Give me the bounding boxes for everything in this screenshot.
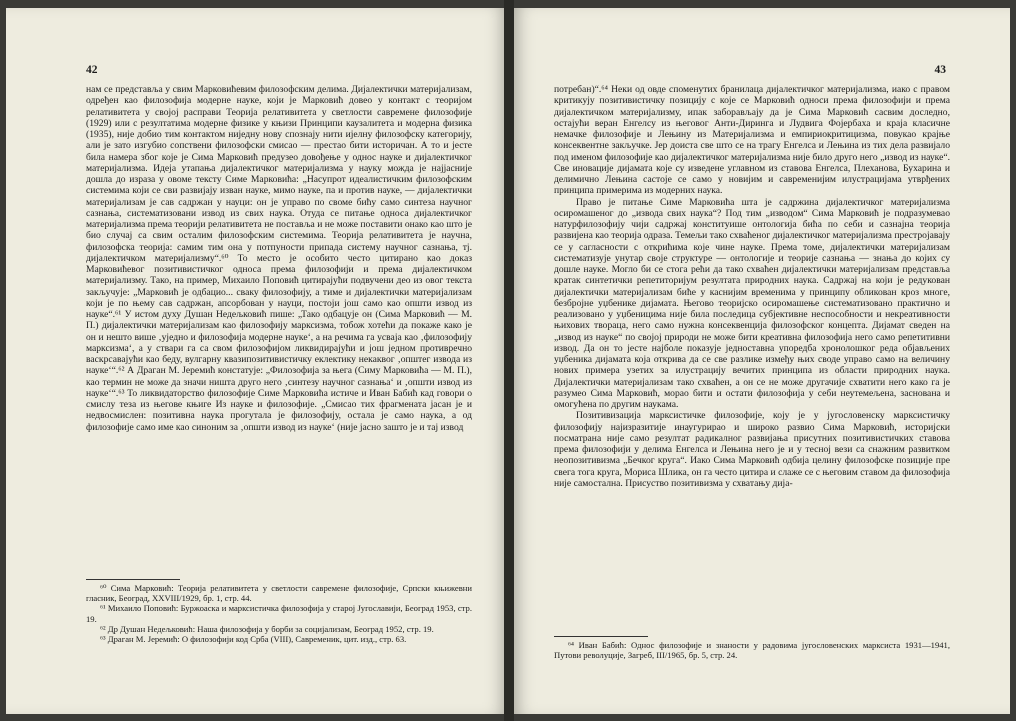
footnote: ⁶⁴ Иван Бабић: Однос филозофије и знаности у радовима југословенских марксиста 1931—1941, Путови револуције, Загреб, III/1965, бр. 5, стр. 24. (554, 640, 950, 661)
body-text (554, 84, 950, 489)
paragraph: потребан)“.⁶⁴ Неки од овде споменутих бранилаца дијалектичког материјализма, иако с правом критикују позитивистичку позицију с које се Марковић односи према филозофији и према дијалектичком материјализму, ипак заборављају да је Сима Марковић сасвим доследно, остајући веран Енгелсу из његовог Анти-Диринга и Лудвига Фојербаха и краја класичне немачке филозофије и Лењину из Материјализма и емпириокритицизма, повукао крајње консеквентне закључке. Јер доиста све што се на трагу Енгелса и Лењина из тих дела развијало под именом филозофије као дијалектичког материјализма није било друго него „извод из науке“. Све иновације дијамата које су изведене углавном из ставова Енгелса, Плеханова, Бухарина и делимично Лењина састоје се само у новијим и савременијим илустрацијама утврђених принципа примерима из модерних наука. (554, 84, 950, 197)
footnote: ⁶⁰ Сима Марковић: Теорија релативитета у светлости савремене филозофије, Српски књижевни гласник, Београд, XXVIII/1929, бр. 1, стр. 44. (86, 583, 472, 604)
book-gutter (504, 0, 514, 721)
right-page (512, 8, 1010, 714)
footnotes (86, 583, 472, 644)
paragraph: Право је питање Симе Марковића шта је садржина дијалектичког материјализма осиромашеног до „извода свих наука“? Под тим „изводом“ Сима Марковић је подразумевао натурфилозофију чији садржај конституише онтологија бића по себи и сазнајна теорија развијена као теорија одраза. Темељи тако схваћеног дијалектичког материјализма престројавају се у сагласности с открићима које чине науке. Према томе, дијалектички материјализам систематизује унутар своје структуре — онтологије и теорије сазнања — знања до којих су дошле науке. Могло би се стога рећи да тако схваћен дијалектички материјализам представља кратак синтетички репетиторијум резултата природних наука. Садржај на који је редукован дијалектички материјализам биће у каснијим временима у принципу обликован кроз многе, безбројне уџбенике дијамата. Његово теоријско осиромашење систематизовано практично и реализовано у уџбеницима није била последица субјективне неспособности и некреативности њихових твораца, него само нужна консеквенција филозофског концепта. Дијамат сведен на „извод из науке“ по својој природи не може бити креативна филозофија него само репетитивни извод. Да он то јесте најболе показује једноставна упоредба хронолошког реда објављених уџбеника дијамата која открива да се све разлике између њих своде управо само на величину нових примера узетих за илустрацију вечитих принципа из области природних наука. Дијалектички материјализам тако схваћен, а он се не може другачије схватити него како га је разумео Сима Марковић, морао бити и остати филозофија у себи неутемељена, заснована и омогућена по другим наукама. (554, 196, 950, 410)
footnotes (554, 640, 950, 660)
page-number: 43 (934, 64, 946, 76)
footnote-rule (86, 579, 180, 580)
footnote-rule (554, 636, 648, 637)
body-text (86, 84, 472, 433)
footnote: ⁶² Др Душан Недељковић: Наша филозофија у борби за социјализам, Београд 1952, стр. 19. (100, 623, 434, 634)
footnote: ⁶¹ Михаило Поповић: Буржоаска и марксистичка филозофија у старој Југославији, Београд 1953, стр. 19. (86, 603, 472, 624)
paragraph: Позитивизација марксистичке филозофије, коју је у југословенску марксистичку филозофију најизразитије инаугурирао и широко развио Сима Марковић, историјски посматрана није само резултат радикалног развијања присутних позитивистичких ставова према филозофији у делима Енгелса и Лењина него је и у тесној вези са снажним развитком неопозитивизма „Бечког круга“. Иако Сима Марковић одбија целину филозофске позиције пре свега тога круга, Мориса Шлика, он га често цитира и слаже се с његовим ставом да филозофија није самостална. Присуство позитивизма у схватању дија- (554, 410, 950, 489)
page-number: 42 (86, 64, 98, 76)
paragraph: нам се представља у свим Марковићевим филозофским делима. Дијалектички материјализам, одређен као филозофија модерне науке, који је Марковић довео у контакт с теоријом релативитета у својој расправи Теорија релативитета у светлости савремене филозофије (1929) или с резултатима модерне физике у књизи Принципи каузалитета и модерна физика (1935), није добио тим контактом ниједну нову спознају нити ијелну филозофску категорију, али је зато изгубио сопствени филозофски смисао — престао бити историчан. А то и јесте била намера због које је Сима Марковић предузео довођење у однос науке и дијалектичког материјализма. Идеја утапања дијалектичког материјализма у науку можда је најјасније дошла до израза у овоме тексту Симе Марковића: „Насупрот идеалистичким филозофским системима који се сви развијају изван науке, мимо науке, па и против науке, — дијалектички материјализам је сав садржан у науци: он је управо по своме бићу само синтеза научног сазнања, систематизовани извод из свих наука. Отуда се питање односа дијалектичког материјализма према теорији релативитета не поставља и не може поставити онако као што је био случај са свим осталим филозофским системима. Теорија релативитета је научна, филозофска теорија: самим тим она у потпуности припада систему научног сазнања, тј. дијалектичком материјализму“.⁶⁰ То место је особито често цитирано као доказ Марковићевог позитивистичког односа према филозофији и према дијалектичком материјализму. Тако, на пример, Михаило Поповић цитирајући подвучени део из овог текста закључује: „Марковић је одбацио... сваку филозофију, а тиме и дијалектички материјализам који је по њему сав садржан, апсорбован у науци, постоји још само као општи извод из науке“.⁶¹ У истом духу Душан Недељковић пише: „Тако одбацује он (Сима Марковић — М. П.) дијалектички материјализам као филозофију марксизма, тобож хотећи да покаже како је он и нешто више ‚уједно и филозофија модерне науке‘, а на речима га усваја као ‚филозофију марксизма‘, а у ствари га са свом филозофијом ликвидирајући и још једном противречно васкрсавајући као беду, вулгарну квазипозитивистичку еклектику некаквог ‚општег извода из науке‘“.⁶² А Драган М. Јеремић констатује: „Филозофија за њега (Симу Марковића — М. П.), као термин не може да значи ништа друго него ‚синтезу научног сазнања‘ и ‚општи извод из науке‘“.⁶³ То ликвидаторство филозофије Симе Марковића истиче и Иван Бабић кад говори о смислу теза из његове књиге Из науке и филозофије. „Смисао тих фрагмената јасан је и недвосмислен: позитивна наука прогутала је филозофију, остала је само наука, а од филозофије само име као синоним за ‚општи извод из науке‘ (није јасно зашто је и тај извод (86, 84, 472, 433)
left-page (6, 8, 508, 714)
footnote: ⁶³ Драган М. Јеремић: О филозофији код Срба (VIII), Савременик, цит. изд., стр. 63. (100, 634, 407, 645)
